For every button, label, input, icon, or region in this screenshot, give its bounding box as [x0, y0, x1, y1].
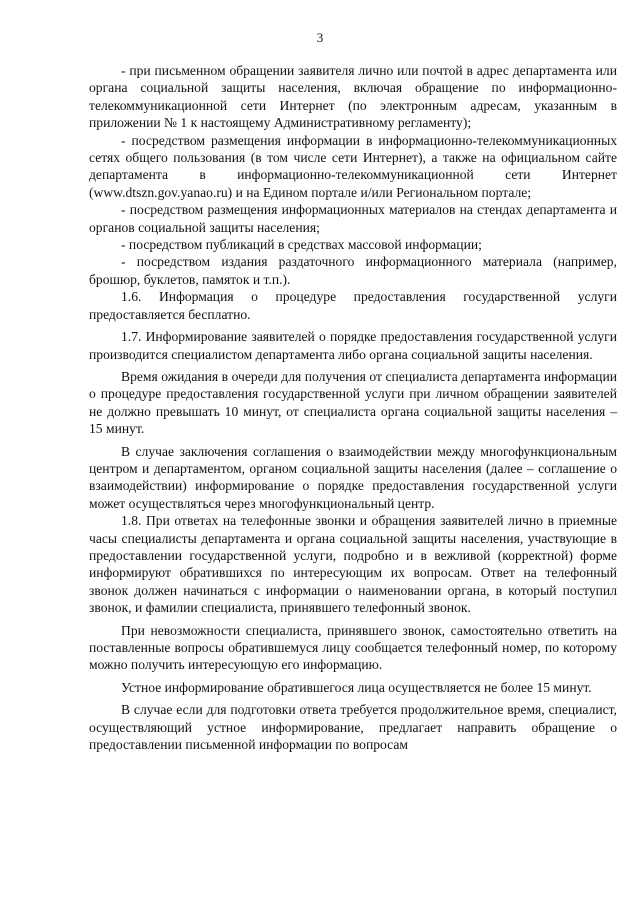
page-number: 3: [316, 30, 324, 45]
paragraph-written-request: - при письменном обращении заявителя лично или почтой в адрес департамента или органа социальной защиты населения, включая обращение по информационно-телекоммуникационной сети Интернет (по электронным адресам, указанным в приложении № 1 к настоящему Административному регламенту);: [89, 63, 617, 131]
paragraph-mass-media: - посредством публикаций в средствах массовой информации;: [121, 237, 482, 253]
paragraph-mfc-agreement: В случае заключения соглашения о взаимодействии между многофункциональным центром и департаментом, органом социальной защиты населения (далее – соглашение о взаимодействии) информирование о порядке предоставления государственной услуги может осуществляться через многофункциональный центр.: [89, 443, 617, 511]
paragraph-waiting-time: Время ожидания в очереди для получения от специалиста департамента информации о процедуре предоставления государственной услуги при личном обращении заявителей не должно превышать 10 минут, от специалиста органа социальной защиты населения – 15 минут.: [89, 368, 617, 437]
paragraph-redirect-call: При невозможности специалиста, принявшего звонок, самостоятельно ответить на поставленные вопросы обратившемуся лицу сообщается телефонный номер, по которому можно получить интересующую его информацию.: [89, 622, 617, 673]
paragraph-1-7: 1.7. Информирование заявителей о порядке предоставления государственной услуги производится специалистом департамента либо органа социальной защиты населения.: [89, 329, 617, 362]
paragraph-oral-duration: Устное информирование обратившегося лица осуществляется не более 15 минут.: [121, 679, 592, 695]
paragraph-1-8: 1.8. При ответах на телефонные звонки и обращения заявителей лично в приемные часы специалисты департамента и органа социальной защиты населения, участвующие в предоставлении государственной услуги, подробно и в вежливой (корректной) форме информируют обратившихся по интересующим их вопросам. Ответ на телефонный звонок должен начинаться с информации о наименовании органа, в который поступил звонок, и фамилии специалиста, принявшего телефонный звонок.: [89, 513, 617, 616]
paragraph-handouts: - посредством издания раздаточного информационного материала (например, брошюр, буклетов, памяток и т.п.).: [89, 254, 617, 287]
paragraph-1-6: 1.6. Информация о процедуре предоставления государственной услуги предоставляется бесплатно.: [89, 289, 617, 322]
paragraph-written-followup: В случае если для подготовки ответа требуется продолжительное время, специалист, осуществляющий устное информирование, предлагает направить обращение о предоставлении письменной информации по вопросам: [89, 702, 617, 753]
paragraph-stands: - посредством размещения информационных материалов на стендах департамента и органов социальной защиты населения;: [89, 202, 617, 235]
document-body: [89, 62, 617, 753]
paragraph-internet-posting: - посредством размещения информации в информационно-телекоммуникационных сетях общего пользования (в том числе сети Интернет), а также на официальном сайте департамента в информационно-телекоммуникационной сети Интернет (www.dtszn.gov.yanao.ru) и на Едином портале и/или Региональном портале;: [89, 132, 617, 200]
